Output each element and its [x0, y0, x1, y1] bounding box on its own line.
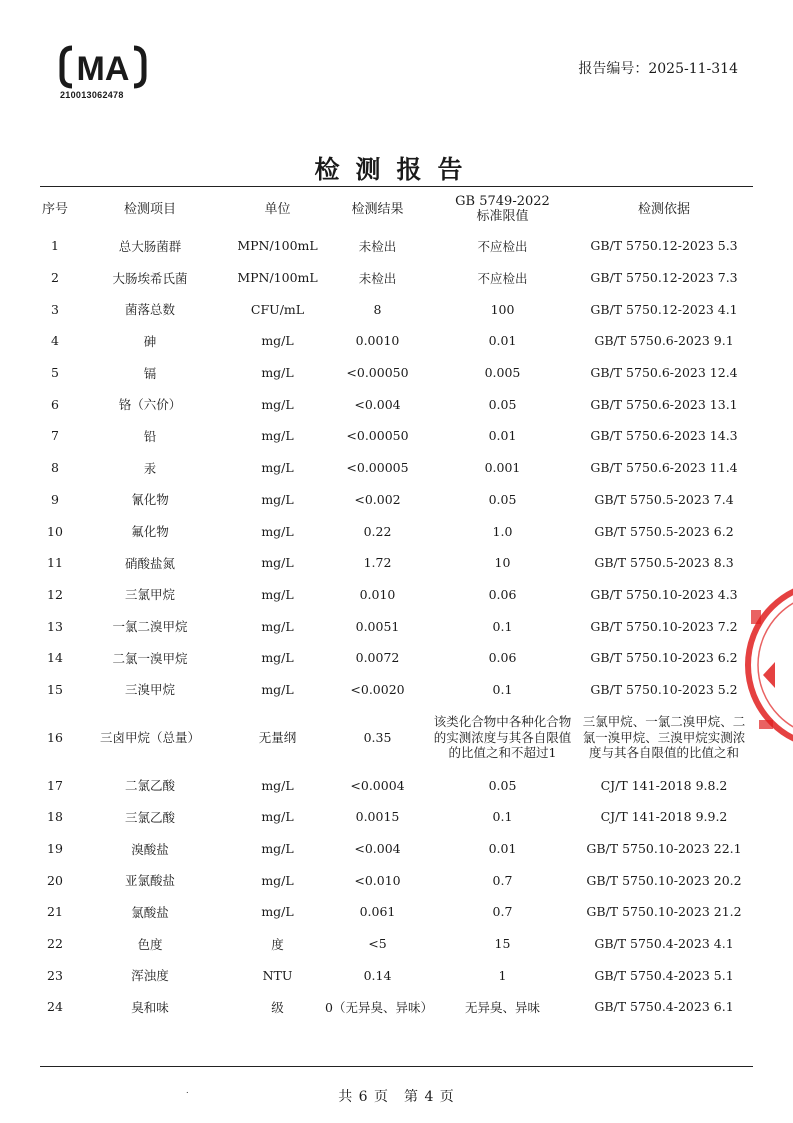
cell-index: 9 — [51, 491, 59, 507]
table-row — [40, 325, 753, 357]
cell-index: 22 — [47, 936, 63, 952]
cell-limit: 0.005 — [484, 365, 521, 381]
table-row — [40, 674, 753, 706]
svg-text:MA: MA — [76, 50, 130, 88]
cell-result: 未检出 — [358, 270, 397, 286]
cell-limit: 0.05 — [488, 777, 517, 793]
cell-result: 1.72 — [363, 555, 392, 571]
cell-limit: 0.06 — [488, 586, 517, 602]
cell-unit: mg/L — [261, 460, 294, 476]
cell-limit: 不应检出 — [477, 270, 528, 286]
cell-limit: 1.0 — [492, 523, 513, 539]
cell-item: 二氯一溴甲烷 — [112, 650, 188, 666]
cell-limit: 1 — [498, 967, 507, 983]
cell-index: 5 — [51, 365, 59, 381]
cell-limit: 0.001 — [484, 460, 521, 476]
cell-method: GB/T 5750.6-2023 14.3 — [590, 428, 738, 444]
cell-item: 三氯甲烷 — [124, 587, 175, 603]
table-header-row — [40, 188, 753, 230]
cell-index: 3 — [51, 301, 59, 317]
col-header-limit: GB 5749-2022 标准限值 — [455, 194, 550, 224]
col-header-result: 检测结果 — [351, 201, 404, 217]
cell-index: 6 — [51, 396, 59, 412]
table-row — [40, 579, 753, 611]
cell-index: 20 — [47, 872, 63, 888]
cell-method: CJ/T 141-2018 9.9.2 — [600, 809, 728, 825]
cell-unit: mg/L — [261, 777, 294, 793]
cell-limit: 0.7 — [492, 904, 513, 920]
cell-limit: 不应检出 — [477, 238, 528, 254]
cell-item: 三溴甲烷 — [124, 682, 175, 698]
cell-result: 0.0051 — [355, 618, 400, 634]
cell-unit: mg/L — [261, 333, 294, 349]
cell-method: GB/T 5750.6-2023 13.1 — [590, 396, 738, 412]
col-header-unit: 单位 — [264, 201, 291, 217]
cell-item: 砷 — [143, 333, 157, 349]
cell-item: 亚氯酸盐 — [124, 873, 175, 889]
cell-limit: 0.1 — [492, 681, 513, 697]
bottom-divider — [40, 1066, 753, 1067]
cell-item: 硝酸盐氮 — [124, 555, 175, 571]
cell-result: <0.004 — [354, 841, 401, 857]
cell-result: 未检出 — [358, 238, 397, 254]
col-header-item: 检测项目 — [123, 201, 176, 217]
cell-unit: mg/L — [261, 396, 294, 412]
results-table — [40, 188, 753, 1023]
cell-result: 0.0010 — [355, 333, 400, 349]
cell-index: 7 — [51, 428, 59, 444]
cell-unit: mg/L — [261, 809, 294, 825]
table-row — [40, 230, 753, 262]
cell-method: GB/T 5750.5-2023 8.3 — [594, 555, 734, 571]
cell-limit: 100 — [490, 301, 515, 317]
cell-method: GB/T 5750.6-2023 11.4 — [590, 460, 738, 476]
cell-method: GB/T 5750.6-2023 12.4 — [590, 365, 738, 381]
cell-index: 2 — [51, 270, 59, 286]
cell-method: GB/T 5750.12-2023 7.3 — [590, 270, 738, 286]
cell-method: 三氯甲烷、一氯二溴甲烷、二氯一溴甲烷、三溴甲烷实测浓度与其各自限值的比值之和 — [582, 714, 746, 761]
cell-limit: 该类化合物中各种化合物的实测浓度与其各自限值的比值之和不超过1 — [433, 714, 572, 761]
red-seal-stamp — [735, 580, 793, 750]
cell-result: 0（无异臭、异味） — [325, 999, 433, 1015]
cell-limit: 0.05 — [488, 396, 517, 412]
table-row — [40, 293, 753, 325]
cell-limit: 0.1 — [492, 618, 513, 634]
table-row — [40, 705, 753, 769]
cell-limit: 无异臭、异味 — [464, 999, 540, 1015]
table-row — [40, 420, 753, 452]
cell-unit: MPN/100mL — [237, 270, 318, 286]
cell-result: <5 — [368, 936, 387, 952]
table-row — [40, 452, 753, 484]
cell-unit: MPN/100mL — [237, 238, 318, 254]
cell-item: 氰化物 — [131, 492, 169, 508]
table-body — [40, 230, 753, 1023]
cell-result: 0.35 — [363, 729, 392, 745]
cell-item: 三卤甲烷（总量） — [99, 729, 200, 745]
cell-index: 4 — [51, 333, 59, 349]
cell-method: GB/T 5750.10-2023 21.2 — [586, 904, 742, 920]
cell-result: 0.061 — [359, 904, 396, 920]
cell-method: GB/T 5750.6-2023 9.1 — [594, 333, 734, 349]
cell-limit: 0.01 — [488, 333, 517, 349]
table-row — [40, 484, 753, 516]
cell-item: 二氯乙酸 — [124, 778, 175, 794]
cell-index: 11 — [47, 555, 63, 571]
cell-unit: mg/L — [261, 650, 294, 666]
cell-result: <0.010 — [354, 872, 401, 888]
cell-item: 色度 — [137, 936, 163, 952]
cell-index: 12 — [47, 586, 63, 602]
cell-result: <0.0020 — [350, 681, 405, 697]
cell-index: 21 — [47, 904, 63, 920]
cell-result: <0.002 — [354, 491, 401, 507]
report-number: 报告编号：2025-11-314 — [578, 61, 738, 77]
cell-unit: mg/L — [261, 523, 294, 539]
cell-index: 17 — [47, 777, 63, 793]
col-header-index: 序号 — [41, 201, 68, 217]
cell-method: GB/T 5750.10-2023 20.2 — [586, 872, 742, 888]
cell-item: 铅 — [143, 428, 157, 444]
cell-result: 0.22 — [363, 523, 392, 539]
cell-result: <0.00050 — [346, 365, 409, 381]
cell-unit: CFU/mL — [250, 301, 305, 317]
cell-method: GB/T 5750.10-2023 6.2 — [590, 650, 738, 666]
cell-index: 23 — [47, 967, 63, 983]
cell-limit: 0.1 — [492, 809, 513, 825]
table-row — [40, 959, 753, 991]
cell-unit: mg/L — [261, 872, 294, 888]
table-row — [40, 896, 753, 928]
cell-index: 15 — [47, 681, 63, 697]
table-row — [40, 801, 753, 833]
cell-result: <0.00005 — [346, 460, 409, 476]
cell-method: GB/T 5750.12-2023 4.1 — [590, 301, 738, 317]
cell-result: 0.010 — [359, 586, 396, 602]
cell-method: GB/T 5750.4-2023 5.1 — [594, 967, 734, 983]
cell-index: 13 — [47, 618, 63, 634]
page-title: 检测报告 — [314, 155, 479, 184]
cell-unit: mg/L — [261, 365, 294, 381]
cell-result: <0.004 — [354, 396, 401, 412]
cell-index: 1 — [51, 238, 59, 254]
cell-limit: 0.7 — [492, 872, 513, 888]
cell-method: GB/T 5750.4-2023 4.1 — [594, 936, 734, 952]
cell-unit: mg/L — [261, 841, 294, 857]
cell-method: GB/T 5750.10-2023 4.3 — [590, 586, 738, 602]
cell-item: 臭和味 — [131, 999, 169, 1015]
cell-limit: 0.06 — [488, 650, 517, 666]
cell-index: 8 — [51, 460, 59, 476]
cell-result: 0.0072 — [355, 650, 400, 666]
cell-item: 镉 — [143, 365, 157, 381]
cell-result: 0.0015 — [355, 809, 400, 825]
cell-unit: mg/L — [261, 491, 294, 507]
cell-limit: 15 — [494, 936, 511, 952]
cell-result: 8 — [373, 301, 382, 317]
cell-unit: mg/L — [261, 586, 294, 602]
cell-unit: 无量纲 — [258, 729, 297, 745]
table-row — [40, 262, 753, 294]
table-row — [40, 864, 753, 896]
cell-unit: mg/L — [261, 428, 294, 444]
col-header-method: 检测依据 — [637, 201, 690, 217]
cell-limit: 0.05 — [488, 491, 517, 507]
stray-dot: . — [186, 1086, 189, 1095]
cell-item: 三氯乙酸 — [124, 809, 175, 825]
cell-index: 19 — [47, 841, 63, 857]
cell-index: 24 — [47, 999, 63, 1015]
table-row — [40, 547, 753, 579]
cell-method: GB/T 5750.5-2023 7.4 — [594, 491, 734, 507]
cell-limit: 0.01 — [488, 428, 517, 444]
cell-item: 铬（六价） — [118, 397, 182, 413]
cell-method: CJ/T 141-2018 9.8.2 — [600, 777, 728, 793]
cell-unit: 度 — [271, 936, 284, 952]
cell-result: <0.00050 — [346, 428, 409, 444]
cell-method: GB/T 5750.4-2023 6.1 — [594, 999, 734, 1015]
cell-unit: NTU — [262, 967, 293, 983]
cell-unit: mg/L — [261, 555, 294, 571]
cell-item: 汞 — [143, 460, 157, 476]
cell-item: 菌落总数 — [124, 302, 175, 318]
cell-index: 18 — [47, 809, 63, 825]
table-row — [40, 515, 753, 547]
cell-result: <0.0004 — [350, 777, 405, 793]
table-row — [40, 833, 753, 865]
page-number: 共 6 页 第 4 页 — [338, 1089, 455, 1105]
table-row — [40, 642, 753, 674]
cell-method: GB/T 5750.10-2023 22.1 — [586, 841, 742, 857]
table-row — [40, 357, 753, 389]
table-row — [40, 769, 753, 801]
cell-item: 大肠埃希氏菌 — [112, 270, 188, 286]
table-row — [40, 610, 753, 642]
cell-limit: 0.01 — [488, 841, 517, 857]
cell-index: 10 — [47, 523, 63, 539]
cell-unit: mg/L — [261, 618, 294, 634]
cell-unit: mg/L — [261, 681, 294, 697]
cell-method: GB/T 5750.10-2023 5.2 — [590, 681, 738, 697]
cell-unit: mg/L — [261, 904, 294, 920]
cell-item: 一氯二溴甲烷 — [112, 619, 188, 635]
cell-method: GB/T 5750.5-2023 6.2 — [594, 523, 734, 539]
cell-method: GB/T 5750.10-2023 7.2 — [590, 618, 738, 634]
top-divider — [40, 186, 753, 187]
cell-index: 16 — [47, 729, 63, 745]
cell-unit: 级 — [271, 999, 284, 1015]
cell-item: 浑浊度 — [131, 968, 169, 984]
table-row — [40, 928, 753, 960]
cell-item: 氟化物 — [131, 524, 169, 540]
cell-item: 氯酸盐 — [131, 904, 169, 920]
cell-method: GB/T 5750.12-2023 5.3 — [590, 238, 738, 254]
cell-item: 溴酸盐 — [131, 841, 169, 857]
table-row — [40, 991, 753, 1023]
cell-limit: 10 — [494, 555, 511, 571]
logo-number: 210013062478 — [60, 90, 124, 100]
cell-index: 14 — [47, 650, 63, 666]
cell-result: 0.14 — [363, 967, 392, 983]
cell-item: 总大肠菌群 — [118, 238, 182, 254]
table-row — [40, 388, 753, 420]
